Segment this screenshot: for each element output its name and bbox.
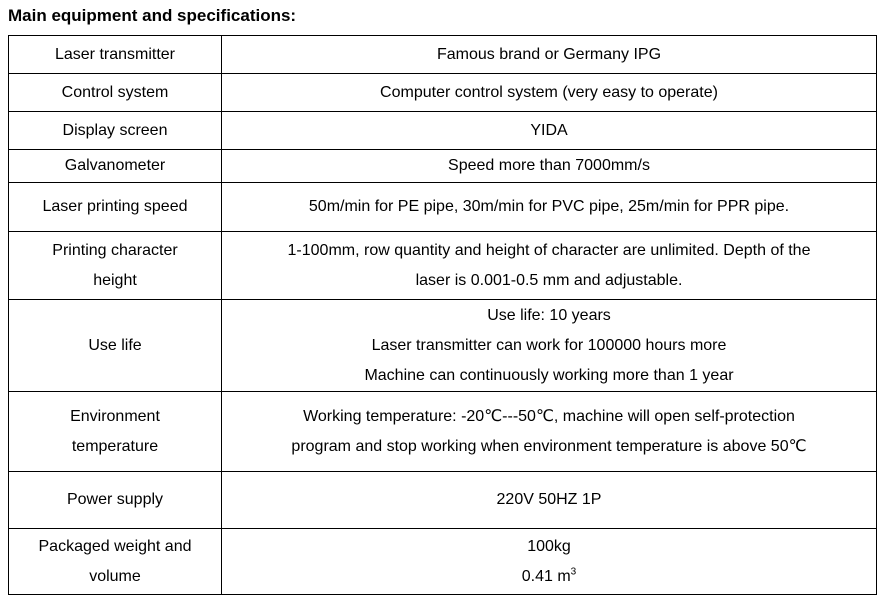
spec-value-cell (222, 36, 877, 74)
spec-value-volume-text: 0.41 m (521, 567, 571, 585)
spec-value-cell (222, 529, 877, 595)
spec-value: Use life: 10 years (487, 306, 611, 324)
spec-value: Working temperature: -20℃---50℃, machine will open self-protection (303, 407, 795, 425)
spec-label: Control system (61, 83, 169, 101)
spec-label-cell (9, 529, 222, 595)
table-row (9, 183, 877, 232)
spec-value: program and stop working when environment temperature is above 50℃ (291, 437, 807, 455)
section-heading: Main equipment and specifications: (8, 6, 297, 25)
spec-value: Machine can continuously working more than 1 year (364, 366, 734, 384)
spec-value: Famous brand or Germany IPG (436, 45, 662, 63)
spec-label: height (93, 271, 137, 289)
spec-value-cell (222, 232, 877, 300)
spec-label: Printing character (52, 241, 178, 259)
spec-label-cell (9, 392, 222, 472)
spec-label: Power supply (66, 491, 164, 508)
spec-label-cell (9, 300, 222, 392)
spec-value: 100kg (527, 537, 571, 555)
spec-value: Laser transmitter can work for 100000 hours more (371, 336, 727, 354)
spec-value: 220V 50HZ 1P (496, 491, 602, 508)
spec-label-cell (9, 150, 222, 183)
table-row (9, 36, 877, 74)
spec-value-cell (222, 472, 877, 529)
table-row (9, 529, 877, 595)
spec-label-cell (9, 472, 222, 529)
spec-label-cell (9, 183, 222, 232)
table-row (9, 74, 877, 112)
table-row (9, 232, 877, 300)
spec-value: laser is 0.001-0.5 mm and adjustable. (415, 271, 683, 289)
spec-label: Environment (70, 407, 160, 425)
spec-value: Speed more than 7000mm/s (448, 157, 650, 174)
table-row (9, 392, 877, 472)
spec-value-cell (222, 183, 877, 232)
superscript: 3 (570, 566, 577, 578)
table-row (9, 150, 877, 183)
spec-value-cell (222, 74, 877, 112)
specifications-table (8, 35, 877, 595)
spec-value-cell (222, 112, 877, 150)
spec-label: Laser printing speed (42, 198, 188, 215)
spec-value: Computer control system (very easy to operate) (380, 83, 718, 101)
spec-value: YIDA (530, 121, 568, 139)
table-row (9, 112, 877, 150)
spec-label: Laser transmitter (54, 45, 176, 63)
spec-label-cell (9, 36, 222, 74)
spec-value-volume (230, 562, 868, 592)
spec-label-cell (9, 232, 222, 300)
spec-label: Display screen (62, 121, 168, 139)
spec-value-cell (222, 150, 877, 183)
table-row (9, 300, 877, 392)
table-row (9, 472, 877, 529)
spec-label: temperature (71, 437, 159, 455)
spec-label: volume (89, 567, 141, 585)
spec-value-cell (222, 300, 877, 392)
spec-value: 50m/min for PE pipe, 30m/min for PVC pipe, 25m/min for PPR pipe. (308, 198, 790, 215)
spec-label: Galvanometer (64, 157, 166, 174)
spec-label-cell (9, 112, 222, 150)
spec-label: Use life (88, 336, 142, 354)
spec-value: 1-100mm, row quantity and height of character are unlimited. Depth of the (287, 241, 811, 259)
spec-label-cell (9, 74, 222, 112)
spec-value-cell (222, 392, 877, 472)
spec-label: Packaged weight and (38, 537, 192, 555)
